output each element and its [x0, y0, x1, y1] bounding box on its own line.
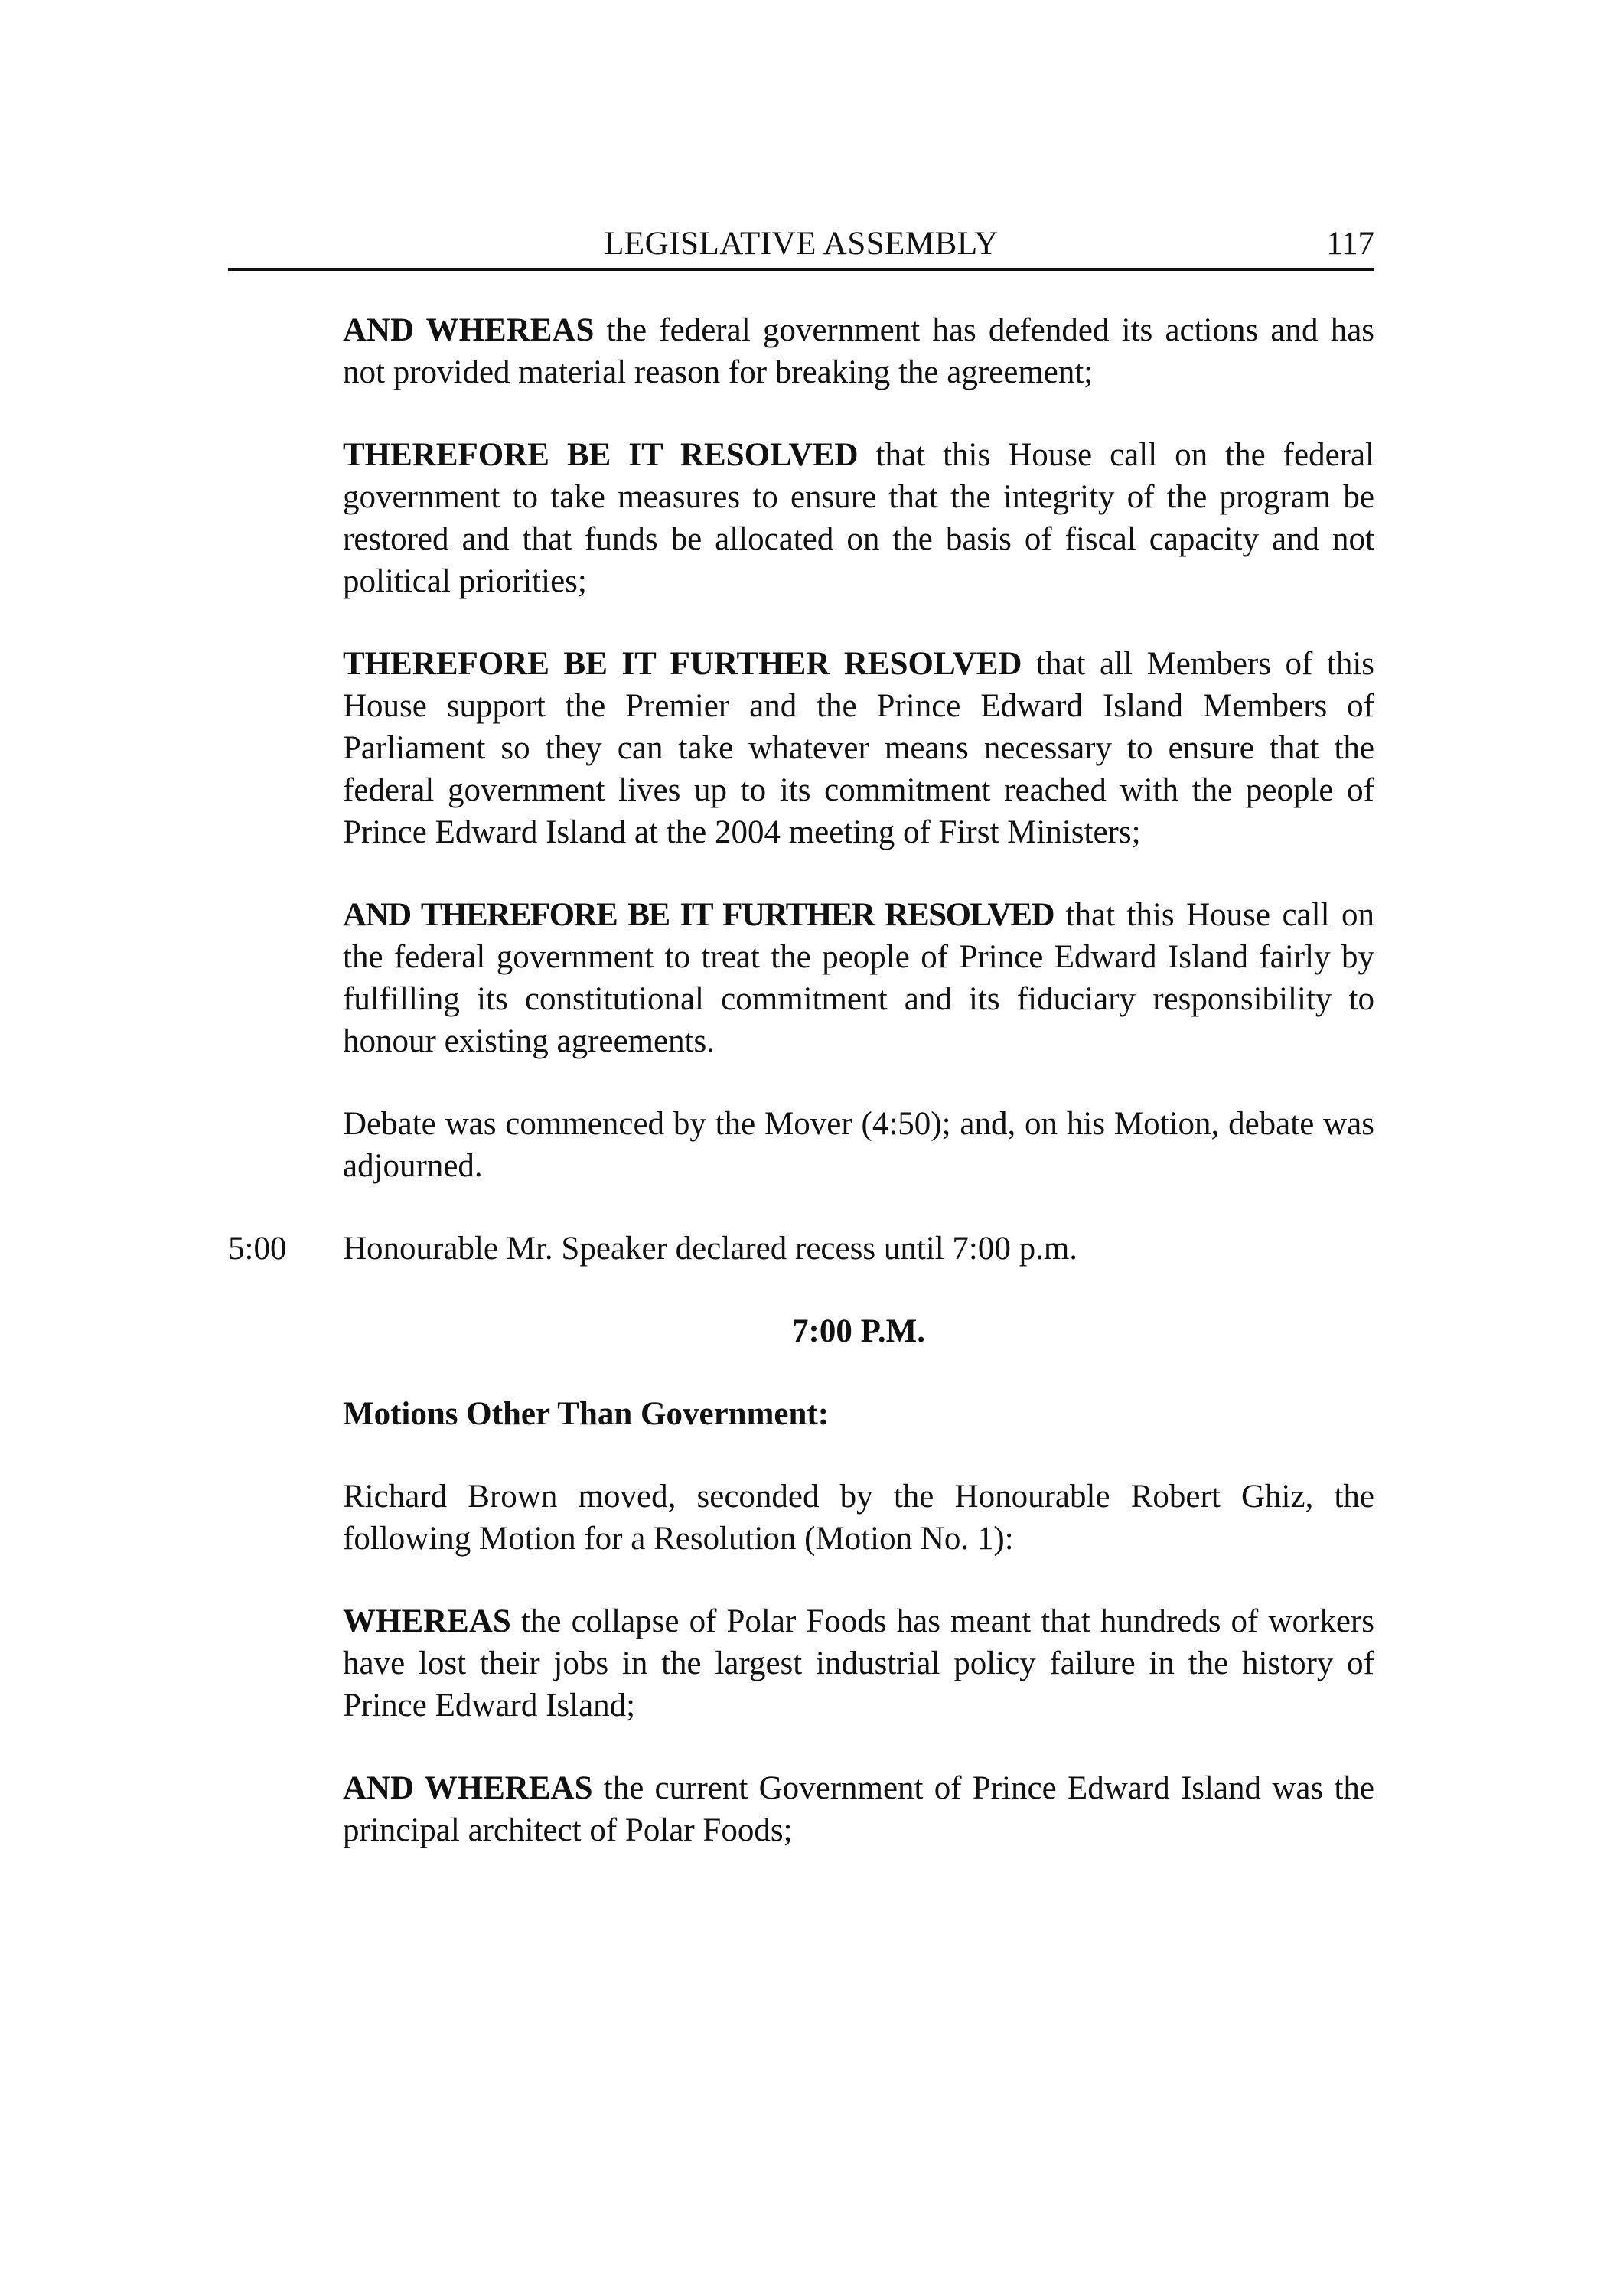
paragraph-lead: AND WHEREAS [343, 312, 595, 348]
resolution-paragraph [343, 309, 1374, 393]
motion-paragraph [343, 1767, 1374, 1851]
recess-entry [228, 1228, 1374, 1270]
recess-text: Honourable Mr. Speaker declared recess until 7:00 p.m. [343, 1231, 1078, 1267]
page-number: 117 [1326, 226, 1374, 262]
paragraph-text: the federal government has defended its actions and has not provided material reason for breaking the agreement; [343, 312, 1375, 390]
paragraph-lead: AND WHEREAS [343, 1770, 593, 1806]
header-title: LEGISLATIVE ASSEMBLY [604, 226, 999, 262]
motion-intro: Richard Brown moved, seconded by the Honourable Robert Ghiz, the following Motion for a Resolution (Motion No. 1): [343, 1479, 1374, 1557]
section-heading: Motions Other Than Government: [343, 1396, 830, 1432]
paragraph-text: that this House call on the federal government to treat the people of Prince Edward Island fairly by fulfilling its constitutional commitment and its fiduciary responsibility to honour existing agreements. [343, 897, 1374, 1059]
paragraph-text: the collapse of Polar Foods has meant that hundreds of workers have lost their jobs in the largest industrial policy failure in the history of Prince Edward Island; [343, 1603, 1374, 1724]
paragraph-lead: THEREFORE BE IT FURTHER RESOLVED [343, 646, 1022, 682]
debate-note: Debate was commenced by the Mover (4:50); and, on his Motion, debate was adjourned. [343, 1106, 1374, 1184]
paragraph-text: that this House call on the federal government to take measures to ensure that the integrity of the program be restored and that funds be allocated on the basis of fiscal capacity and not political priorities; [343, 437, 1375, 599]
motion-paragraph [343, 1600, 1374, 1727]
paragraph-lead: AND THEREFORE BE IT FURTHER RESOLVED [343, 897, 1054, 933]
evening-heading: 7:00 P.M. [792, 1313, 925, 1349]
paragraph-lead: THEREFORE BE IT RESOLVED [343, 437, 859, 473]
resolution-paragraph [343, 643, 1374, 853]
paragraph-text: the current Government of Prince Edward Island was the principal architect of Polar Foods; [343, 1770, 1374, 1848]
resolution-paragraph [343, 434, 1374, 602]
paragraph-lead: WHEREAS [343, 1603, 511, 1639]
recess-time: 5:00 [228, 1231, 287, 1267]
paragraph-text: that all Members of this House support the Premier and the Prince Edward Island Members of Parliament so they can take whatever means necessary to ensure that the federal government lives up to its commitment reached with the people of Prince Edward Island at the 2004 meeting of First Ministers; [343, 646, 1375, 850]
resolution-paragraph [343, 894, 1374, 1062]
body-text [228, 309, 1375, 1892]
page-header [228, 223, 1374, 271]
